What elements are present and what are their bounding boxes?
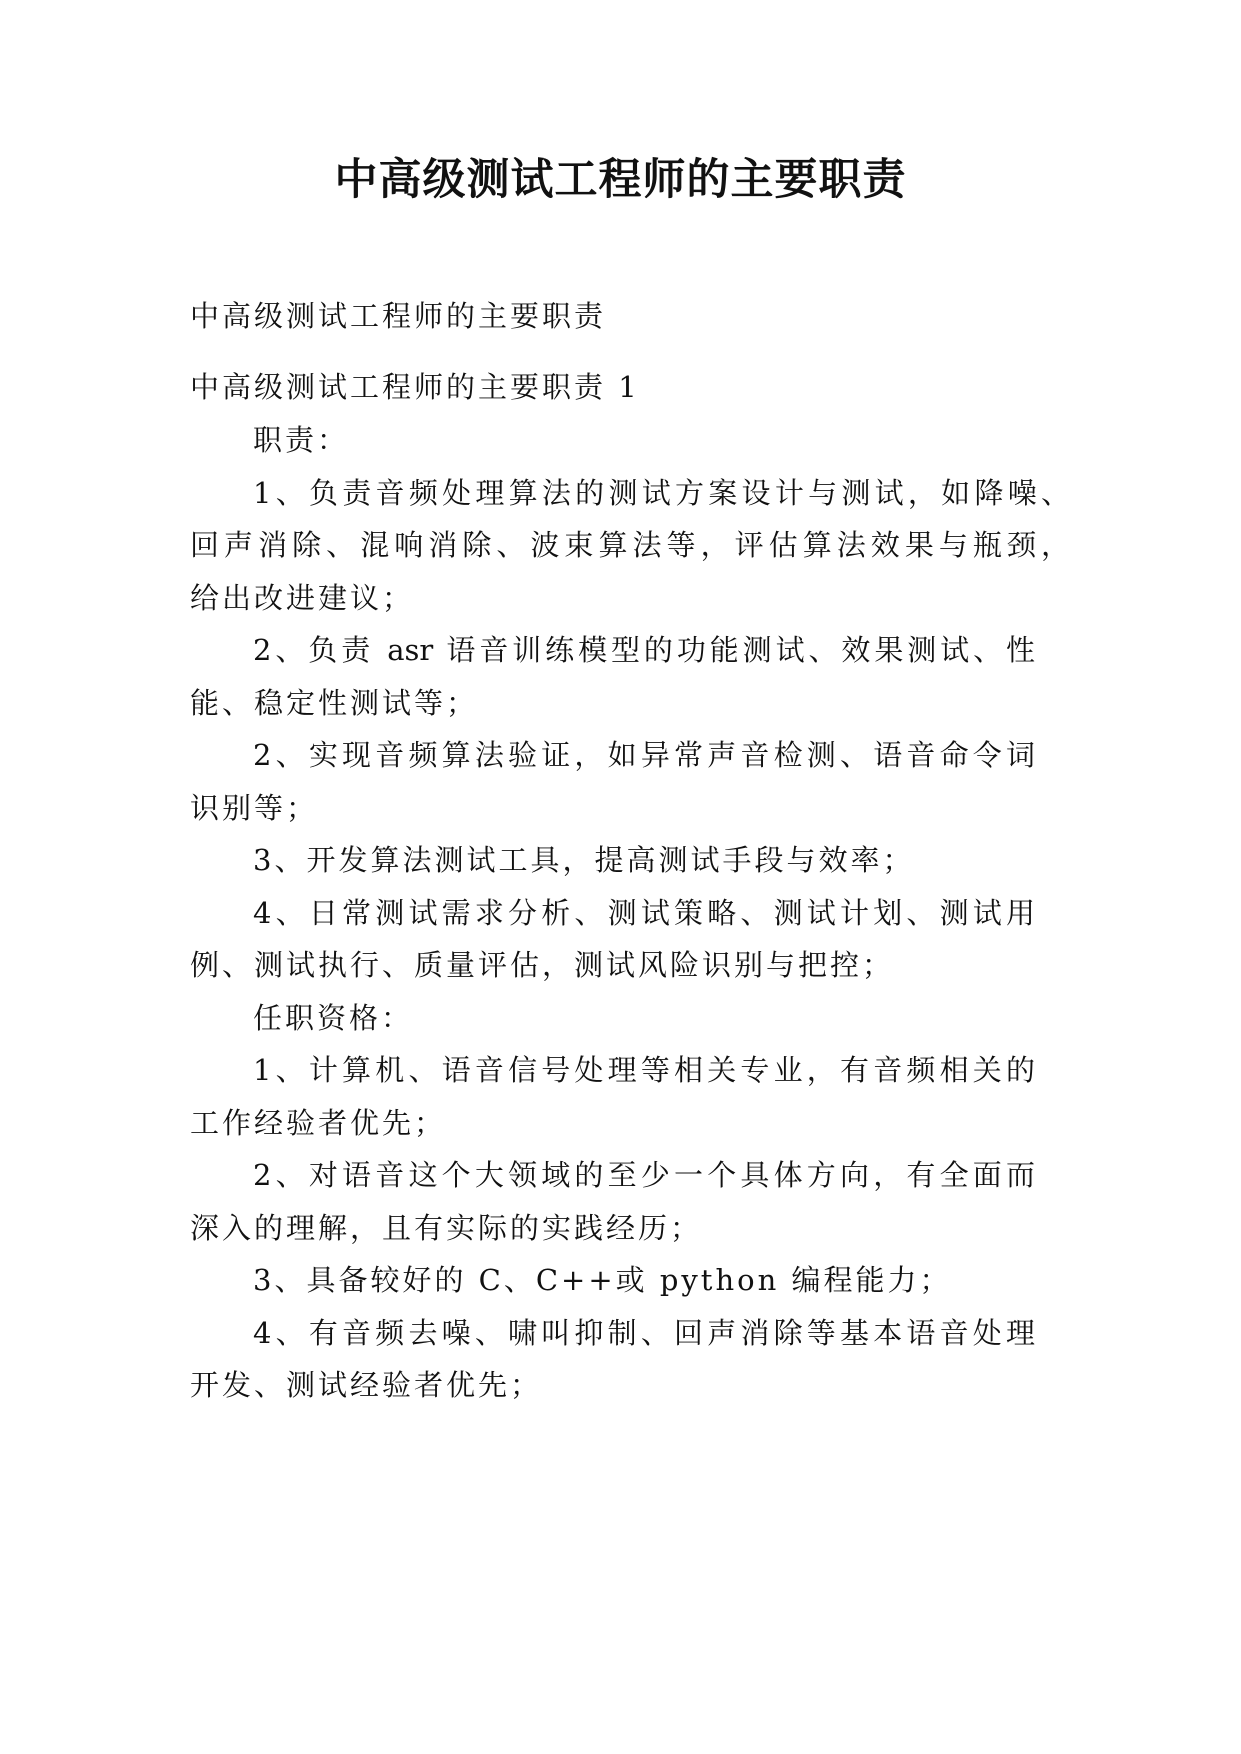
paragraph-line: 4、日常测试需求分析、测试策略、测试计划、测试用 [253,896,1035,930]
paragraph-line: 能、稳定性测试等； [190,686,479,720]
paragraph-line: 3、开发算法测试工具，提高测试手段与效率； [253,843,915,877]
paragraph-line: 1、负责音频处理算法的测试方案设计与测试，如降噪、 [253,476,1070,510]
paragraph-line: 工作经验者优先； [190,1106,447,1140]
paragraph-line: 1、计算机、语音信号处理等相关专业，有音频相关的 [253,1053,1035,1087]
section-heading: 中高级测试工程师的主要职责 1 [190,370,640,404]
paragraph-line: 4、有音频去噪、啸叫抑制、回声消除等基本语音处理 [253,1316,1035,1350]
paragraph-line: 识别等； [190,791,319,825]
qualifications-heading: 任职资格： [253,1001,414,1035]
paragraph-line: 深入的理解，且有实际的实践经历； [190,1211,703,1245]
paragraph-line: 2、实现音频算法验证，如异常声音检测、语音命令词 [253,738,1035,772]
paragraph-line: 回声消除、混响消除、波束算法等，评估算法效果与瓶颈， [190,528,1070,562]
paragraph-line: 2、负责 asr 语音训练模型的功能测试、效果测试、性 [253,633,1035,667]
subtitle-line: 中高级测试工程师的主要职责 [190,299,607,333]
paragraph-line: 开发、测试经验者优先； [190,1368,543,1402]
paragraph-line: 例、测试执行、质量评估，测试风险识别与把控； [190,948,895,982]
paragraph-line: 给出改进建议； [190,581,415,615]
duties-heading: 职责： [253,423,350,457]
paragraph-line: 2、对语音这个大领域的至少一个具体方向，有全面而 [253,1158,1035,1192]
document-title: 中高级测试工程师的主要职责 [334,155,907,205]
paragraph-line: 3、具备较好的 C、C++或 python 编程能力； [253,1263,952,1297]
